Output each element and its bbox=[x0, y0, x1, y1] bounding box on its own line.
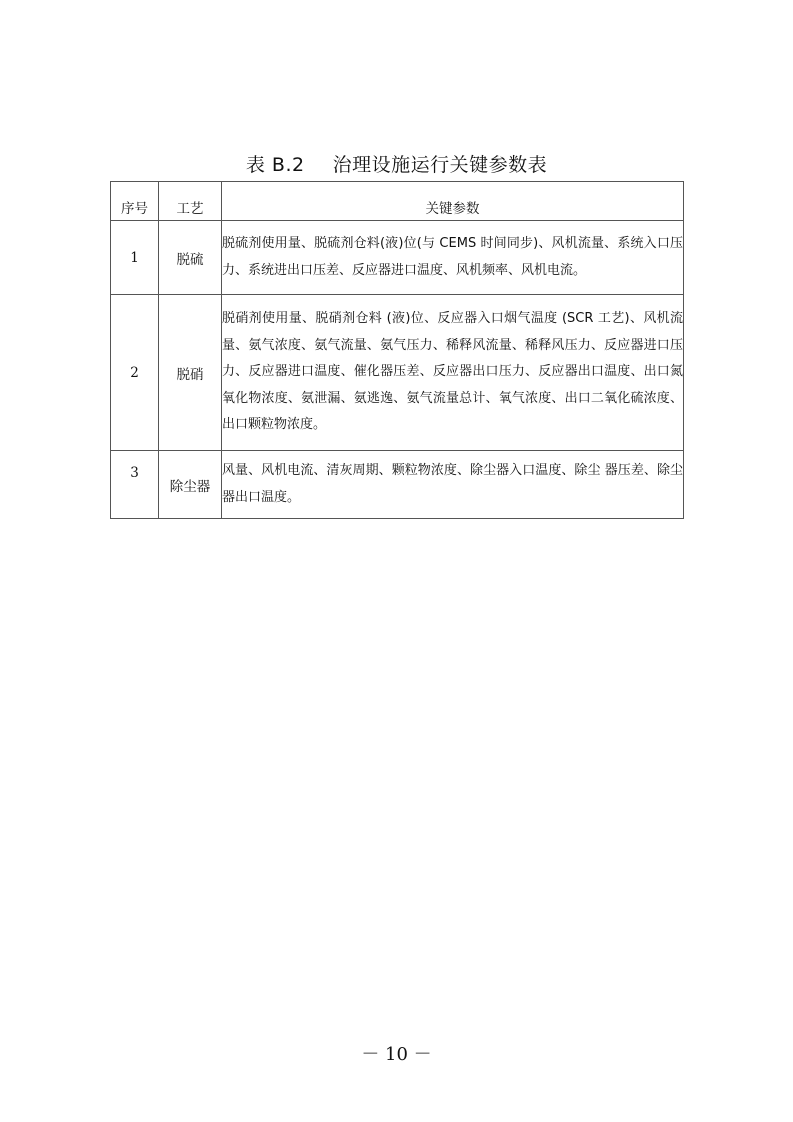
header-process: 工艺 bbox=[159, 182, 222, 221]
table-header-row bbox=[111, 182, 684, 221]
header-parameters: 关键参数 bbox=[222, 182, 684, 221]
row-parameters: 脱硝剂使用量、脱硝剂仓料 (液)位、反应器入口烟气温度 (SCR 工艺)、风机流量、氨气浓度、氨气流量、氨气压力、稀释风流量、稀释风压力、反应器进口压力、反应器进口温度、催化器压差、反应器出口压力、反应器出口温度、出口氮氧化物浓度、氨泄漏、氨逃逸、氨气流量总计、氧气浓度、出口二氧化硫浓度、出口颗粒物浓度。 bbox=[222, 295, 684, 451]
table-title bbox=[0, 150, 793, 177]
row-serial: 1 bbox=[111, 221, 159, 295]
row-process: 除尘器 bbox=[159, 451, 222, 519]
row-process: 脱硝 bbox=[159, 295, 222, 451]
table-row bbox=[111, 451, 684, 519]
table-row bbox=[111, 295, 684, 451]
row-parameters: 风量、风机电流、清灰周期、颗粒物浓度、除尘器入口温度、除尘 器压差、除尘器出口温度。 bbox=[222, 451, 684, 519]
row-serial: 3 bbox=[111, 451, 159, 519]
table-label: 表 B.2 bbox=[245, 154, 305, 176]
row-serial: 2 bbox=[111, 295, 159, 451]
header-serial: 序号 bbox=[111, 182, 159, 221]
key-parameters-table bbox=[110, 181, 684, 519]
table-row bbox=[111, 221, 684, 295]
row-parameters: 脱硫剂使用量、脱硫剂仓料(液)位(与 CEMS 时间同步)、风机流量、系统入口压力、系统进出口压差、反应器进口温度、风机频率、风机电流。 bbox=[222, 221, 684, 295]
table-caption: 治理设施运行关键参数表 bbox=[332, 154, 548, 176]
row-process: 脱硫 bbox=[159, 221, 222, 295]
page-number: － 10 － bbox=[361, 1044, 432, 1065]
